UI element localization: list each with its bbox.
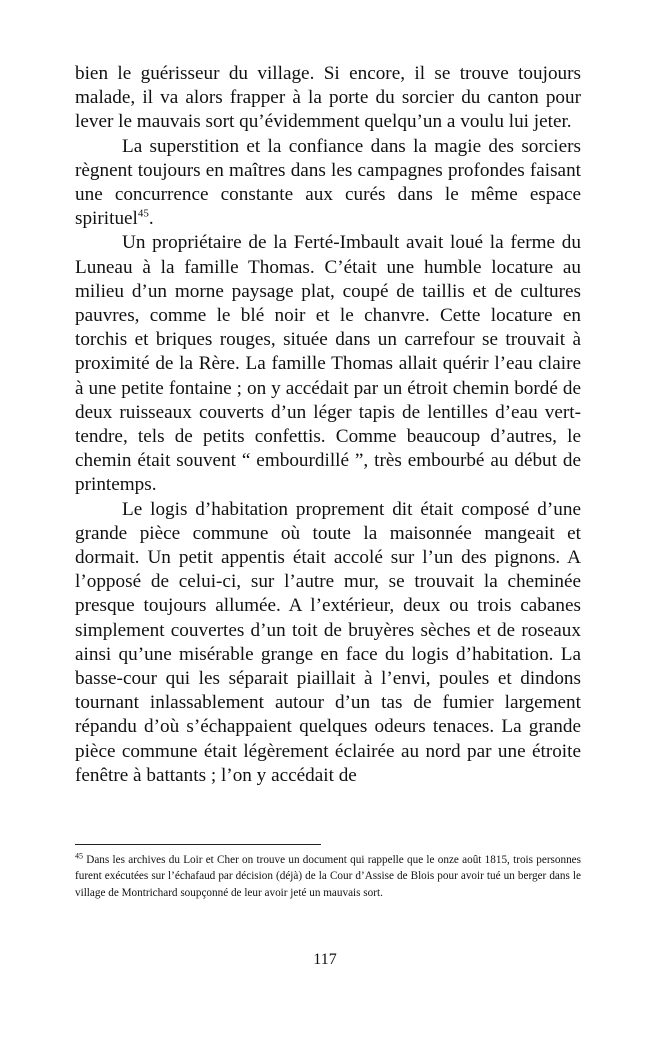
paragraph-3-text: Un propriétaire de la Ferté-Imbault avait loué la ferme du Luneau à la famille Thomas. C’était une humble locature au milieu d’un morne paysage plat, coupé de taillis et de cultures pauvres, comme le blé noir et le chanvre. Cette locature en torchis et briques rouges, située dans un carrefour se trouvait à proximité de la Rère. La famille Thomas allait quérir l’eau claire à une petite fontaine ; on y accédait par un étroit chemin bordé de deux ruisseaux couverts d’un léger tapis de lentilles d’eau vert-tendre, tels de petits confettis. Comme beaucoup d’autres, le chemin était souvent “ embourdillé ”, très embourbé au début de printemps. <box>75 232 581 496</box>
footnote-number: 45 <box>75 851 83 861</box>
footnote-separator <box>75 844 321 845</box>
body-text <box>75 62 581 788</box>
paragraph-continuation <box>75 62 581 135</box>
paragraph-2-end: . <box>148 208 154 230</box>
paragraph-1-text: bien le guérisseur du village. Si encore, il se trouve toujours malade, il va alors frapper à la porte du sorcier du canton pour lever le mauvais sort qu’évidemment quelqu’un a voulu lui jeter. <box>75 63 581 133</box>
paragraph-2-text: La superstition et la confiance dans la magie des sorciers règnent toujours en maîtres dans les campagnes profondes faisant une concurrence constante aux curés dans le même espace spirituel <box>75 135 581 230</box>
paragraph-ferme-luneau <box>75 231 581 497</box>
page-number: 117 <box>313 951 337 968</box>
paragraph-logis <box>75 498 581 788</box>
footnote <box>75 852 581 901</box>
paragraph-superstition <box>75 135 581 232</box>
paragraph-4-text: Le logis d’habitation proprement dit était composé d’une grande pièce commune où toute la maisonnée mangeait et dormait. Un petit appentis était accolé sur l’un des pignons. A l’opposé de celui-ci, sur l’autre mur, se trouvait la cheminée presque toujours allumée. A l’extérieur, deux ou trois cabanes simplement couvertes d’un toit de bruyères sèches et de roseaux ainsi qu’une misérable grange en face du logis d’habitation. La basse-cour qui les séparait piaillait à l’envi, poules et dindons tournant inlassablement autour d’un tas de fumier largement répandu d’où s’échappaient quelques odeurs tenaces. La grande pièce commune était légèrement éclairée au nord par une étroite fenêtre à battants ; l’on y accédait de <box>75 498 581 786</box>
footnote-text: Dans les archives du Loir et Cher on trouve un document qui rappelle que le onze août 1815, trois personnes furent exécutées sur l’échafaud par décision (déjà) de la Cour d’Assise de Blois pour avoir tué un berger dans le village de Montrichard soupçonné de leur avoir jeté un mauvais sort. <box>75 854 582 899</box>
footnote-reference: 45 <box>137 207 149 220</box>
